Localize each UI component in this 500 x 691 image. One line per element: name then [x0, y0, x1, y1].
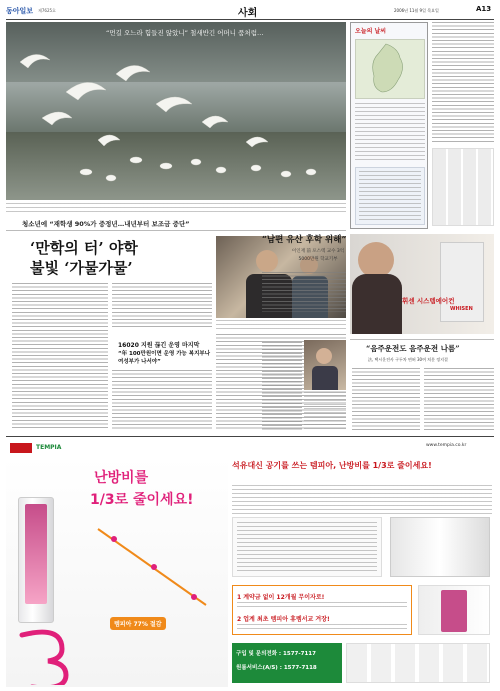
ad-savings-chart [94, 519, 214, 609]
newspaper-logo: 동아일보 [6, 7, 34, 15]
ad-step-box [232, 585, 412, 635]
issue-date: 2006년 11월 9일 목요일 [394, 7, 439, 13]
right-ad[interactable] [350, 234, 494, 334]
article3-sub: 法, 택시운전사 구두차 면허 30여 처분 정지결 [368, 357, 448, 362]
ad-brand: 휘센 시스템에어컨 [402, 297, 455, 305]
weather-table [355, 103, 425, 163]
ad-heater [18, 497, 54, 623]
ad-chart-badge: 템피아 77% 절감 [110, 617, 166, 630]
weather-map [355, 39, 425, 99]
article2-photo-caption [304, 392, 346, 430]
article1-rule [6, 230, 346, 231]
ad-left-panel [6, 457, 228, 687]
article3-headline: “음주운전도 음주운전 나름” [366, 344, 460, 353]
article1-headline-line1: ‘만학의 터’ 야학 [30, 239, 138, 257]
ad-phone1: 구입 및 문의전화 : 1577-7117 [236, 651, 316, 657]
ad-product-gallery [346, 643, 490, 683]
article1-kicker: 청소년에 “재학생 90%가 중정년…내년부터 보조금 중단” [22, 220, 190, 228]
section-title: 사회 [238, 8, 258, 19]
ad-chart-area [232, 517, 382, 577]
article3-col2 [424, 368, 494, 430]
article1-headline-line2: 불빛 ‘가물가물’ [30, 259, 133, 277]
ad-left-line1: 난방비를 [94, 470, 149, 486]
article2-text-a [262, 272, 346, 312]
ad-product-stack [390, 517, 490, 577]
tempia-ad[interactable] [6, 439, 494, 687]
weather-icons-grid [432, 148, 494, 226]
ad-step2: 2 업계 최초 템피아 휴렘서교 겨장! [237, 616, 330, 623]
ad-intro-text [232, 485, 492, 515]
article1-col1 [12, 283, 108, 429]
article1-photo-caption [216, 320, 346, 329]
page-number: A13 [476, 5, 492, 13]
article2-text-b [262, 342, 302, 430]
egrets-illustration [6, 22, 346, 200]
weather-sidebar-text [432, 22, 494, 229]
ad-decorative-3 [12, 625, 92, 685]
article2-headline-visible: “남편 유산 후학 위해” [262, 235, 347, 245]
ad-phone2: 원룸서비스(A/S) : 1577-7118 [236, 665, 317, 671]
article3-rule [350, 339, 494, 340]
article1-col2b [112, 370, 212, 429]
tempia-logo [10, 443, 32, 453]
issue-number: 제7625호 [38, 7, 56, 13]
tide-chart [355, 167, 425, 225]
ad-step1: 1 계약금 없이 12개월 무이자로! [237, 594, 325, 601]
ad-headline: 석유대신 공기를 쓰는 템피아, 난방비를 1/3로 줄이세요! [232, 461, 432, 470]
tempia-url: www.tempia.co.kr [426, 443, 467, 448]
main-photo [6, 22, 346, 200]
weather-title: 오늘의 날씨 [355, 28, 387, 35]
article1-subhead: “年 100만원이면 운영 가능 복지부나 여성부가 나서야” [118, 351, 211, 365]
ad-left-line2: 1/3로 줄이세요! [90, 492, 194, 508]
photo-caption-overlay: “먼길 오느라 힘들진 않았니” 철새반긴 어머니 품처럼… [106, 29, 264, 37]
ad-top-rule [6, 436, 494, 437]
ad-product-image [418, 585, 490, 635]
ad-brand-en: WHISEN [450, 306, 473, 312]
ad-phone-box[interactable] [232, 643, 342, 683]
article2-photo [304, 340, 346, 390]
masthead [0, 4, 500, 18]
tempia-brand: TEMPIA [36, 444, 62, 451]
weather-panel [350, 22, 428, 229]
photo-caption-text [6, 203, 346, 212]
article3-col1 [352, 368, 420, 430]
article1-subhead-lead: 16020 지원 끊긴 운영 마지막 [118, 342, 200, 349]
masthead-rule [6, 19, 494, 20]
article1-col2 [112, 283, 212, 328]
article2-sub: 이인재 前 포스텍 교수 3억5000만원 학교기부 [291, 249, 345, 262]
